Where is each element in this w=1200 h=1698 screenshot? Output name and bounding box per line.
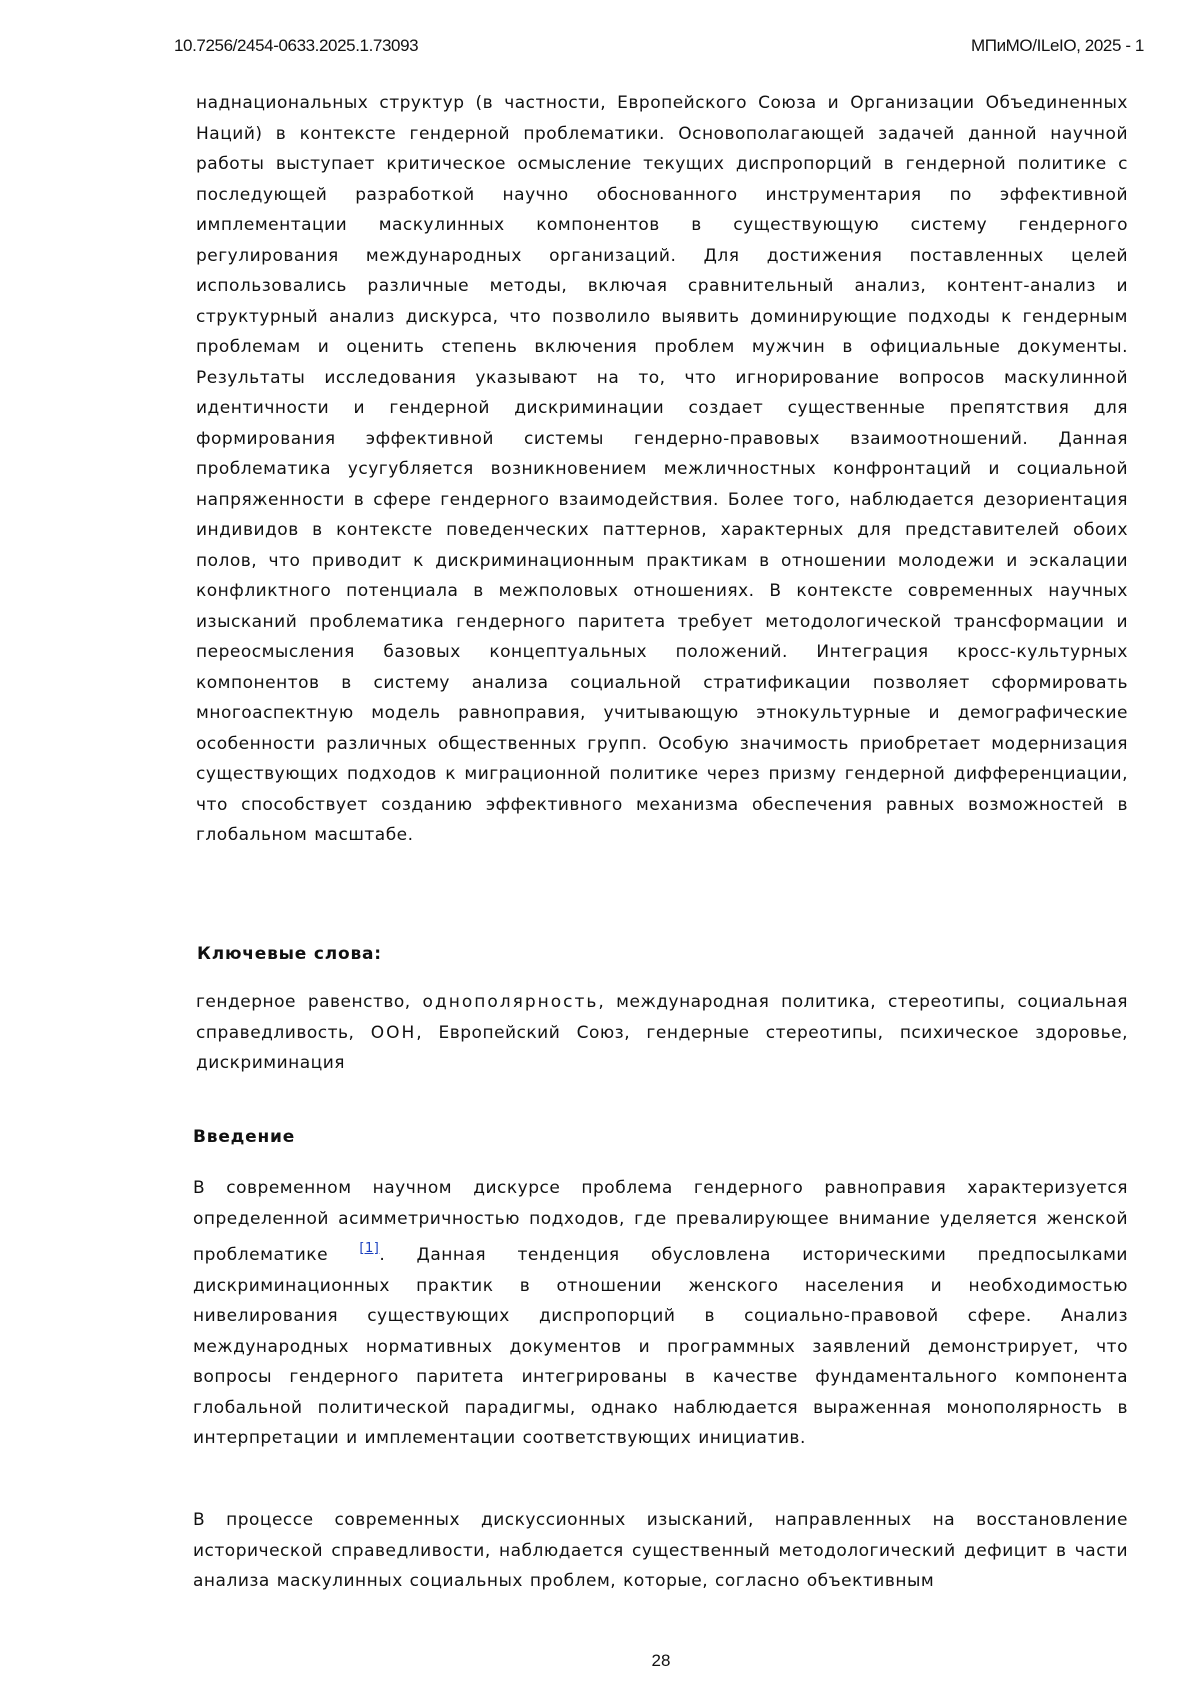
keywords-text-2: однополярность — [422, 992, 599, 1012]
introduction-paragraph-1 — [193, 1173, 1128, 1454]
running-header — [174, 36, 1144, 62]
doi-label: 10.7256/2454-0633.2025.1.73093 — [174, 36, 419, 55]
introduction-text-after-ref: . Данная тенденция обусловлена историческими предпосылками дискриминационных практик в отношении женского населения и необходимостью нивелирования существующих диспропорций в социально-правовой сфере. Анализ международных нормативных документов и программных заявлений демонстрирует, что вопросы гендерного паритета интегрированы в качестве фундаментального компонента глобальной политической парадигмы, однако наблюдается выраженная монополярность в интерпретации и имплементации соответствующих инициатив. — [193, 1245, 1128, 1448]
keywords-text-5: , Европейский Союз, гендерные стереотипы, психическое здоровье, дискриминация — [196, 1022, 1129, 1073]
keywords-text-3: , международная политика, стереотипы, социальная справедливость, — [196, 992, 1128, 1043]
introduction-text-before-ref: В современном научном дискурсе проблема гендерного равноправия характеризуется определенной асимметричностью подходов, где превалирующее внимание уделяется женской проблематике — [193, 1178, 1128, 1265]
introduction-paragraph-2: В процессе современных дискуссионных изысканий, направленных на восстановление исторической справедливости, наблюдается существенный методологический дефицит в части анализа маскулинных социальных проблем, которые, согласно объективным — [193, 1510, 1128, 1591]
keywords-list — [196, 987, 1128, 1079]
journal-issue-label: МПиМО/ILeIO, 2025 - 1 — [971, 36, 1144, 55]
keywords-text-1: гендерное равенство, — [196, 992, 423, 1012]
introduction-heading: Введение — [193, 1127, 296, 1147]
abstract-paragraph: наднациональных структур (в частности, Европейского Союза и Организации Объединенных Наций) в контексте гендерной проблематики. Основополагающей задачей данной научной работы выступает критическое осмысление текущих диспропорций в гендерной политике с последующей разработкой научно обоснованного инструментария по эффективной имплементации маскулинных компонентов в существующую систему гендерного регулирования международных организаций. Для достижения поставленных целей использовались различные методы, включая сравнительный анализ, контент-анализ и структурный анализ дискурса, что позволило выявить доминирующие подходы к гендерным проблемам и оценить степень включения проблем мужчин в официальные документы. Результаты исследования указывают на то, что игнорирование вопросов маскулинной идентичности и гендерной дискриминации создает существенные препятствия для формирования эффективной системы гендерно-правовых взаимоотношений. Данная проблематика усугубляется возникновением межличностных конфронтаций и социальной напряженности в сфере гендерного взаимодействия. Более того, наблюдается дезориентация индивидов в контексте поведенческих паттернов, характерных для представителей обоих полов, что приводит к дискриминационным практикам в отношении молодежи и эскалации конфликтного потенциала в межполовых отношениях. В контексте современных научных изысканий проблематика гендерного паритета требует методологической трансформации и переосмысления базовых концептуальных положений. Интеграция кросс-культурных компонентов в систему анализа социальной стратификации позволяет сформировать многоаспектную модель равноправия, учитывающую этнокультурные и демографические особенности различных общественных групп. Особую значимость приобретает модернизация существующих подходов к миграционной политике через призму гендерной дифференциации, что способствует созданию эффективного механизма обеспечения равных возможностей в глобальном масштабе. — [196, 93, 1128, 845]
keywords-text-4: ООН — [370, 1022, 417, 1043]
keywords-heading: Ключевые слова: — [197, 944, 382, 964]
reference-link-1[interactable]: [1] — [359, 1241, 380, 1256]
page-number: 28 — [651, 1651, 671, 1670]
